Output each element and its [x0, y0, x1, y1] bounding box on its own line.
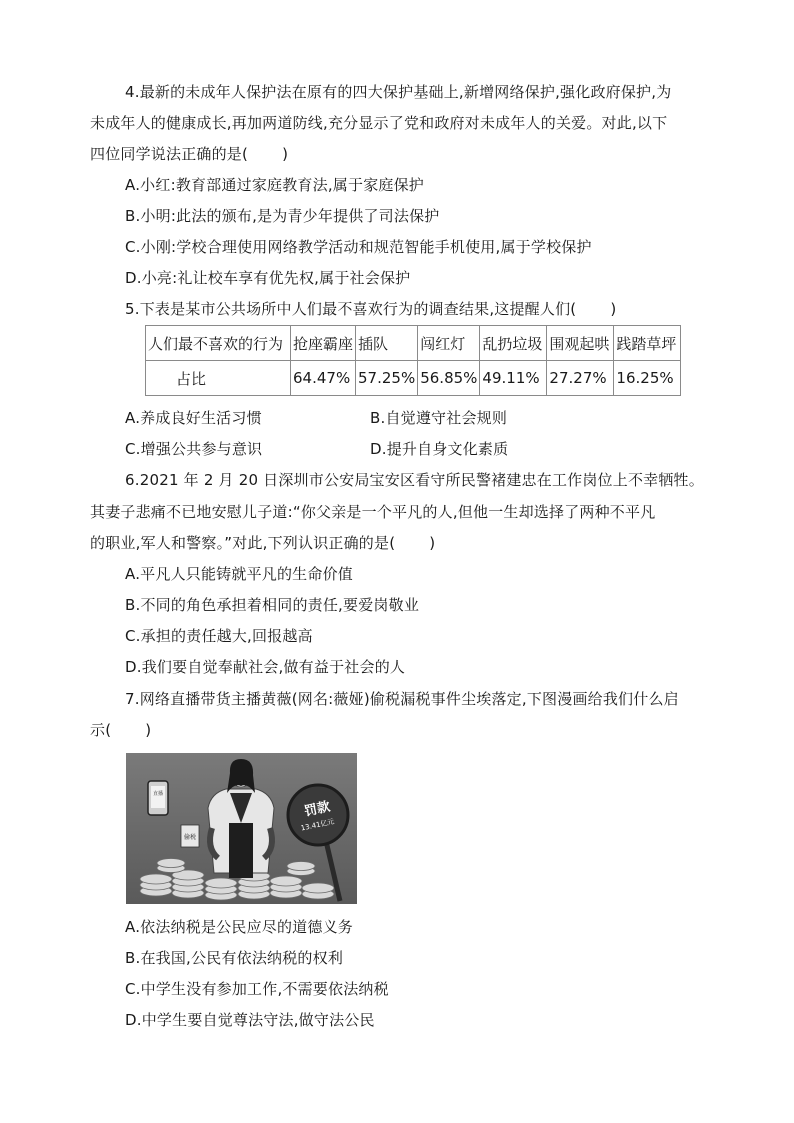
q6-option-c: C.承担的责任越大,回报越高	[125, 627, 313, 645]
q7-option-a: A.依法纳税是公民应尽的道德义务	[125, 918, 353, 936]
table-cell-percent: 49.11%	[480, 361, 547, 396]
table-cell-behavior: 乱扔垃圾	[480, 326, 547, 361]
q4-stem-text: 四位同学说法正确的是(	[90, 145, 249, 163]
q7-stem-close: )	[145, 721, 152, 739]
q4-stem-line3	[90, 144, 288, 164]
table-cell-percent: 57.25%	[356, 361, 418, 396]
q4-option-d: D.小亮:礼让校车享有优先权,属于社会保护	[125, 269, 411, 287]
table-cell-behavior: 围观起哄	[547, 326, 614, 361]
phone-icon	[148, 781, 168, 815]
q6-stem-line3	[90, 533, 435, 553]
q7-option-d: D.中学生要自觉尊法守法,做守法公民	[125, 1011, 375, 1029]
q5-stem-text: 5.下表是某市公共场所中人们最不喜欢行为的调查结果,这提醒人们(	[125, 300, 577, 318]
table-header-behavior: 人们最不喜欢的行为	[146, 326, 291, 361]
table-row-behaviors	[146, 326, 681, 361]
q5-option-d: D.提升自身文化素质	[370, 440, 509, 458]
q7-stem-line2	[90, 720, 151, 740]
q4-option-b: B.小明:此法的颁布,是为青少年提供了司法保护	[125, 207, 440, 225]
q5-option-c: C.增强公共参与意识	[125, 440, 263, 458]
fine-amount: 13.41亿元	[300, 817, 336, 833]
q4-option-a: A.小红:教育部通过家庭教育法,属于家庭保护	[125, 176, 424, 194]
table-cell-percent: 64.47%	[291, 361, 356, 396]
fine-title: 罚款	[302, 799, 332, 820]
table-cell-percent: 56.85%	[418, 361, 480, 396]
table-cell-behavior: 闯红灯	[418, 326, 480, 361]
table-cell-behavior: 践踏草坪	[614, 326, 681, 361]
q4-option-c: C.小刚:学校合理使用网络教学活动和规范智能手机使用,属于学校保护	[125, 238, 592, 256]
q6-stem-close: )	[429, 534, 436, 552]
sign-label: 偷税	[183, 834, 197, 841]
table-cell-behavior: 抢座霸座	[291, 326, 356, 361]
q5-stem-close: )	[610, 300, 617, 318]
q6-stem-text: 的职业,军人和警察。”对此,下列认识正确的是(	[90, 534, 396, 552]
q7-option-c: C.中学生没有参加工作,不需要依法纳税	[125, 980, 389, 998]
q7-stem-line1: 7.网络直播带货主播黄薇(网名:薇娅)偷税漏税事件尘埃落定,下图漫画给我们什么启	[125, 690, 679, 708]
q6-stem-line1: 6.2021 年 2 月 20 日深圳市公安局宝安区看守所民警褚建忠在工作岗位上不幸牺牲。	[125, 471, 704, 489]
table-cell-percent: 27.27%	[547, 361, 614, 396]
q7-stem-text: 示(	[90, 721, 112, 739]
q5-option-a: A.养成良好生活习惯	[125, 409, 262, 427]
q5-option-b: B.自觉遵守社会规则	[370, 409, 508, 427]
q6-option-d: D.我们要自觉奉献社会,做有益于社会的人	[125, 658, 406, 676]
table-row-percentages	[146, 361, 681, 396]
tax-evasion-cartoon	[126, 753, 357, 904]
phone-label: 直播	[152, 791, 164, 797]
tax-evasion-sign	[181, 825, 199, 847]
survey-table	[145, 325, 681, 396]
q4-stem-line1: 4.最新的未成年人保护法在原有的四大保护基础上,新增网络保护,强化政府保护,为	[125, 83, 672, 101]
table-cell-behavior: 插队	[356, 326, 418, 361]
q6-option-b: B.不同的角色承担着相同的责任,要爱岗敬业	[125, 596, 420, 614]
q7-option-b: B.在我国,公民有依法纳税的权利	[125, 949, 344, 967]
q5-stem	[125, 299, 616, 319]
q4-stem-close: )	[282, 145, 289, 163]
q6-stem-line2: 其妻子悲痛不已地安慰儿子道:“你父亲是一个平凡的人,但他一生却选择了两种不平凡	[90, 503, 656, 521]
table-cell-percent: 16.25%	[614, 361, 681, 396]
q6-option-a: A.平凡人只能铸就平凡的生命价值	[125, 565, 353, 583]
table-header-ratio: 占比	[146, 361, 291, 396]
q4-stem-line2: 未成年人的健康成长,再加两道防线,充分显示了党和政府对未成年人的关爱。对此,以下	[90, 114, 668, 132]
